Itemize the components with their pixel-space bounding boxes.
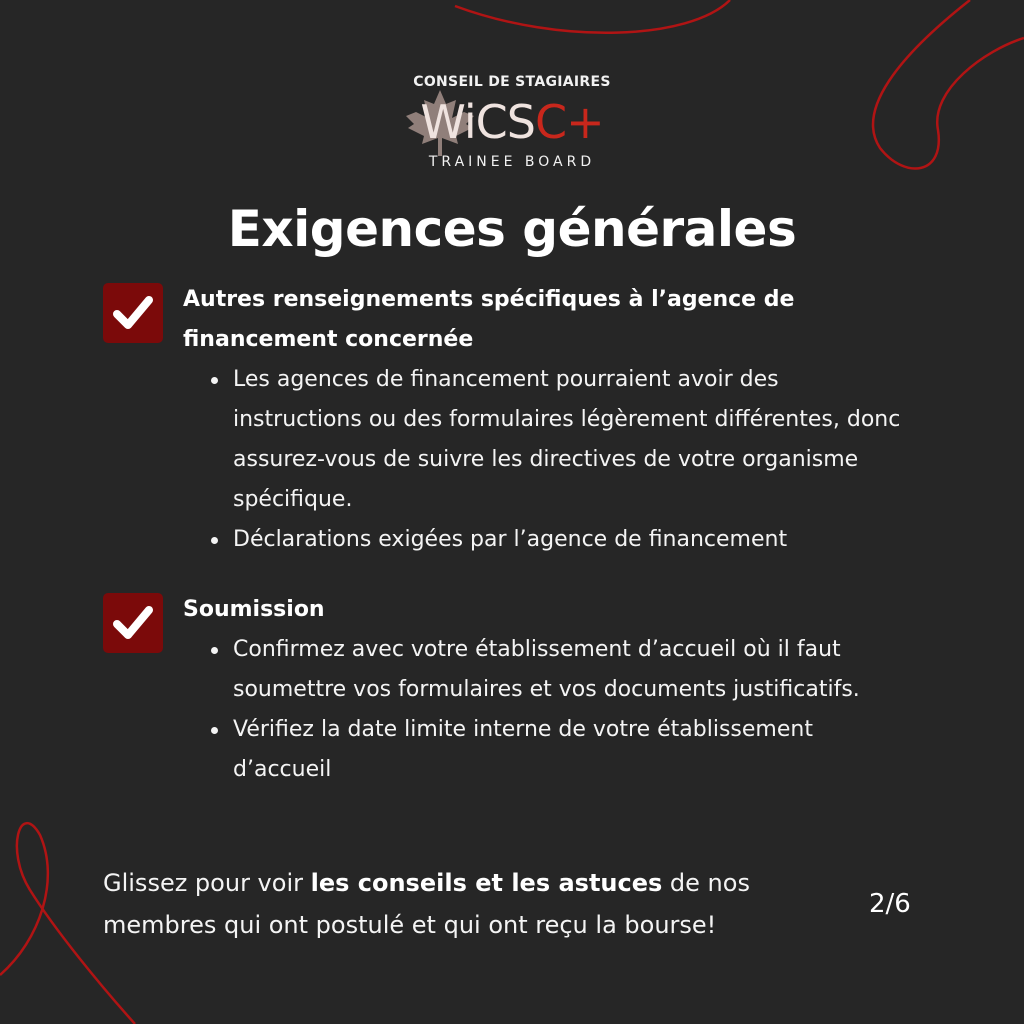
footer-bold: les conseils et les astuces [310, 869, 663, 897]
logo-wordmark-white: WiCS [420, 95, 535, 149]
logo-wordmark [0, 94, 1024, 150]
checkmark-icon [103, 593, 163, 653]
bullet-list [233, 630, 913, 790]
footer-prefix: Glissez pour voir [103, 869, 311, 897]
section-heading-line: Soumission [183, 597, 325, 622]
section-heading-line: Autres renseignements spécifiques à l’agence de [183, 287, 795, 312]
checkmark-icon [103, 283, 163, 343]
list-item: Les agences de financement pourraient avoir des instructions ou des formulaires légèrement différentes, donc assurez-vous de suivre les directives de votre organisme spécifique. [233, 360, 913, 520]
logo [0, 70, 1024, 180]
checkbox-checked [103, 283, 163, 343]
footer-suffix: de nos membres qui ont postulé et qui ont reçu la bourse! [103, 869, 750, 939]
logo-wordmark-red: C+ [534, 95, 604, 149]
list-item: Confirmez avec votre établissement d’accueil où il faut soumettre vos formulaires et vos documents justificatifs. [233, 630, 913, 710]
logo-top-text: CONSEIL DE STAGIAIRES [413, 74, 611, 90]
logo-bottom-text: TRAINEE BOARD [428, 154, 596, 170]
section-heading [183, 280, 883, 360]
bullet-list [233, 360, 913, 560]
section-heading [183, 590, 883, 630]
footer-text [103, 862, 838, 946]
list-item: Déclarations exigées par l’agence de financement [233, 520, 913, 560]
list-item: Vérifiez la date limite interne de votre établissement d’accueil [233, 710, 913, 790]
page-title: Exigences générales [227, 200, 797, 258]
checkbox-checked [103, 593, 163, 653]
page-indicator: 2/6 [869, 889, 911, 919]
section-heading-line: financement concernée [183, 327, 474, 352]
